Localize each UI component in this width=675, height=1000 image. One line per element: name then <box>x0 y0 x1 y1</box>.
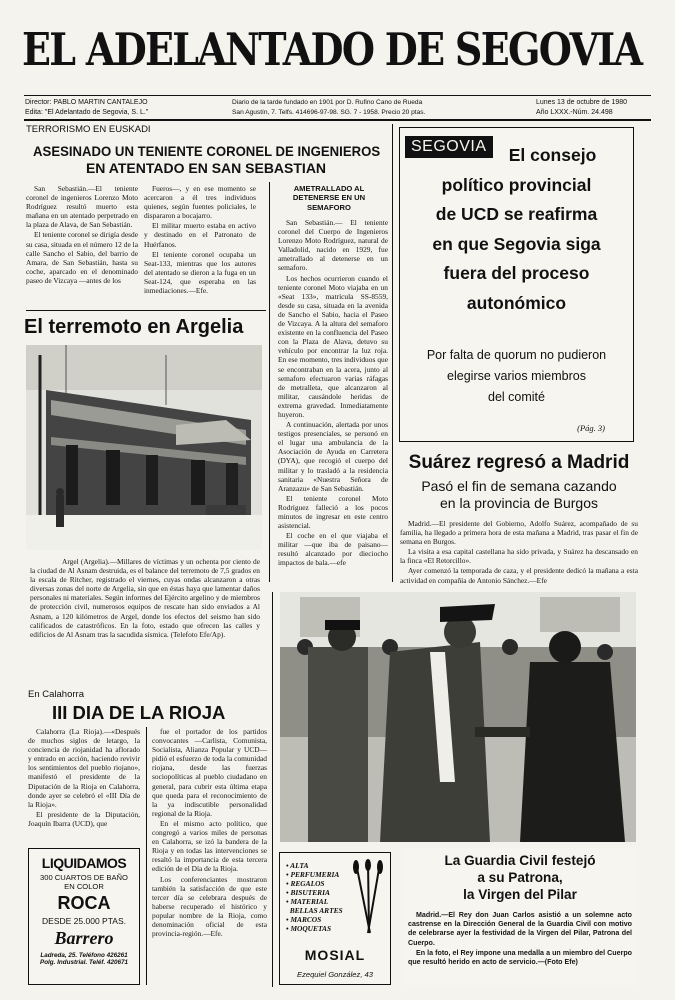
suarez-headline: Suárez regresó a Madrid <box>408 452 630 473</box>
ad-item: • BISUTERIA <box>286 888 330 897</box>
ad-item-label: ALTA <box>290 861 309 870</box>
earthquake-photo-illustration <box>26 345 262 550</box>
paragraph: En el mismo acto político, que congregó a varios miles de personas en Calahorra, se izó la bandera de la Rioja y en todas las intervenciones se resaltó la importancia de esta tercera edición de el Día de la Rioja. <box>152 818 267 874</box>
paragraph: El coche en el que viajaba el militar —que iba de paisano— resultó alcanzado por dieciocho impactos de bala.—efe <box>278 531 388 568</box>
paragraph: El teniente coronel ocupaba un Seat-133, mientras que los autores del atentado se dieron a la fuga en un Seat-124, que esperaba en las inmediaciones.—Efe. <box>144 249 256 296</box>
address-line: San Agustín, 7. Telfs. 414696-97-98. SG. 7 - 1958. Precio 20 ptas. <box>232 109 426 116</box>
ad-item-label: PERFUMERIA <box>290 870 340 879</box>
argelia-headline: El terremoto en Argelia <box>24 316 244 338</box>
issue-date: Lunes 13 de octubre de 1980 <box>536 99 628 106</box>
ad-barrero <box>28 848 140 985</box>
ad-item: • REGALOS <box>286 879 325 888</box>
guardia-civil-article <box>404 848 636 985</box>
paragraph: El militar muerto estaba en activo y destinado en el Patronato de Huérfanos. <box>144 221 256 249</box>
headline-line: a su Patrona, <box>477 870 563 885</box>
euskadi-side-headline: AMETRALLADO AL DETENERSE EN UN SEMAFORO <box>292 184 366 212</box>
ad-address: Polg. Industrial. Teléf. 420671 <box>40 959 128 966</box>
segovia-ucd-box <box>399 127 634 442</box>
euskadi-headline-1: ASESINADO UN TENIENTE CORONEL DE INGENIEROS <box>33 143 381 159</box>
ad-mosial-address: Ezequiel González, 43 <box>297 970 373 979</box>
column-rule <box>269 182 270 582</box>
ad-item-label: MATERIAL <box>290 897 329 906</box>
guardia-headline <box>404 852 636 903</box>
headline-line: la Virgen del Pilar <box>463 887 577 902</box>
ad-mosial-items <box>286 861 343 933</box>
paragraph: El teniente coronel Moto Rodríguez falleció a los pocos minutos de ingresar en este centro asistencial. <box>278 493 388 531</box>
edita-line: Edita: "El Adelantado de Segovia, S. L." <box>25 109 149 116</box>
paragraph: A continuación, alertada por unos testigos presenciales, se personó en el lugar una ambulancia de la Asociación de Ayuda en Carretera (DYA), que recogió el cuerpo del militar y lo trasladó a la residencia sanitaria «Nuestra Señora de Aranzazu» de San Sebastián. <box>278 420 388 493</box>
euskadi-column-1 <box>26 184 138 286</box>
column-rule <box>392 124 393 582</box>
ad-item: • MARCOS <box>286 915 322 924</box>
ad-line: EN COLOR <box>64 882 104 891</box>
column-rule <box>272 592 273 987</box>
newspaper-title: EL ADELANTADO DE SEGOVIA <box>22 23 642 76</box>
headline-line: en que Segovia siga <box>432 233 601 254</box>
segovia-headline <box>400 141 633 318</box>
segovia-subheadline <box>400 345 633 408</box>
euskadi-headline-2: EN ATENTADO EN SAN SEBASTIAN <box>85 160 327 176</box>
paragraph: Madrid.—El presidente del Gobierno, Adolfo Suárez, acompañado de su familia, ha llegado a primera hora de esta mañana a Madrid, tras pasar el fin de semana en Burgos. <box>400 519 638 547</box>
paragraph: Los hechos ocurrieron cuando el teniente coronel Moto viajaba en un «Seat 133», matrícula SS-8559, desde su casa, situada en la avenida de Sancho el Sabio, hacia el Paseo de Vizcaya. A la altura del semaforo existente en la confluencia del Paseo con la Plaza de Alava, detuvo su vehículo por encontrar la luz roja. En ese momento, tres individuos que se encontraban en la acera, junto al semaforo efectuaron varias ráfagas de metralleta, que alcanzaron al militar, causándole heridas de extrema gravedad. Inmediatamente huyeron. <box>278 273 388 419</box>
ad-item: • ALTA <box>286 861 309 870</box>
ad-item-label: REGALOS <box>290 879 325 888</box>
paragraph: El teniente coronel se dirigía desde su casa, situada en el número 12 de la calle Sancho el Sabio, del barrio de Amara, de San Sebastián, hasta su coche, aparcado en el denominado paseo de Vizcaya —antes de los <box>26 230 138 285</box>
brushes-icon <box>348 859 388 939</box>
sub-line: Por falta de quorum no pudieron <box>426 348 607 362</box>
paragraph: Madrid.—El Rey don Juan Carlos asistió a un solemne acto castrense en la Dirección General de la Guardia Civil con motivo de celebrarse ayer la festividad de la Virgen del Pilar, Patrona del Cuerpo. <box>408 911 632 947</box>
paragraph: San Sebastián.— El teniente coronel del Cuerpo de Ingenieros Lorenzo Moto Rodríguez, natural de Valladolid, nacido en 1929, fue ametrallado al detenerse en un semaforo. <box>278 218 388 273</box>
guardia-text <box>404 911 636 967</box>
ad-line: 300 CUARTOS DE BAÑO <box>40 873 128 882</box>
sub-line: elegirse varios miembros <box>447 369 586 383</box>
paragraph: Los conferenciantes mostraron también la satisfacción de que este tercer día se celebrara después de haberse recuperado el histórico y popular nombre de la Rioja, como denominación oficial de esta provincia-región.—Efe. <box>152 874 267 939</box>
rioja-headline: III DIA DE LA RIOJA <box>52 702 226 723</box>
ad-store: Barrero <box>54 928 114 948</box>
ad-item-label: BISUTERIA <box>290 888 330 897</box>
ad-mosial <box>279 852 391 985</box>
section-label-euskadi: TERRORISMO EN EUSKADI <box>26 124 151 135</box>
sub-line: del comité <box>488 390 545 404</box>
ad-item-label: MARCOS <box>290 915 322 924</box>
ad-item <box>286 906 343 915</box>
suarez-text <box>400 519 638 586</box>
director-line: Director: PABLO MARTIN CANTALEJO <box>25 99 148 106</box>
paragraph: San Sebastián.—El teniente coronel de ingenieros Lorenzo Moto Rodríguez resultó muerto esta mañana en un atentado perpetrado en la plaza de Alava, de San Sebastián. <box>26 184 138 230</box>
founded-line: Diario de la tarde fundado en 1901 por D. Rufino Cano de Rueda <box>232 99 423 106</box>
guardia-photo-illustration <box>280 592 636 842</box>
rioja-column-2 <box>152 727 267 939</box>
euskadi-column-2 <box>144 184 256 296</box>
ad-item-label: MOQUETAS <box>290 924 332 933</box>
ad-mosial-brand: MOSIAL <box>304 947 366 963</box>
rioja-column-1 <box>28 727 140 829</box>
headline-line: fuera del proceso <box>443 263 590 283</box>
page-reference: (Pág. 3) <box>577 423 605 433</box>
masthead <box>0 0 675 120</box>
ad-price: DESDE 25.000 PTAS. <box>42 916 126 926</box>
ad-address: Ladreda, 25. Teléfono 426261 <box>40 952 128 959</box>
euskadi-column-3 <box>278 218 388 569</box>
ad-item: • PERFUMERIA <box>286 870 340 879</box>
paragraph: Ayer comenzó la temporada de caza, y el presidente dedicó la mañana a esta actividad en compañía de Antonio Sánchez.—Efe <box>400 566 638 585</box>
ad-item-label: BELLAS ARTES <box>289 906 343 915</box>
headline-line: político provincial <box>441 174 592 195</box>
headline-line: El consejo <box>508 145 597 165</box>
paragraph: En la foto, el Rey impone una medalla a un miembro del Cuerpo que resultó herido en acto de servicio.—(Foto Efe) <box>408 948 632 967</box>
section-rule <box>26 310 266 311</box>
ad-item: • MATERIAL <box>286 897 329 906</box>
paragraph: El presidente de la Diputación, Joaquín Ibarra (UCD), que <box>28 809 140 828</box>
suarez-sub-2: en la provincia de Burgos <box>440 495 598 511</box>
paragraph: Calahorra (La Rioja).—«Después de muchos siglos de letargo, la conciencia de riojanidad ha aflorado y entrado en acción, haciendo revivir los sentimientos del pueblo riojano», manifestó el presidente de la Diputación de la Rioja en Calahorra, donde ayer se celebró el «III Día de la Rioja». <box>28 727 140 809</box>
segovia-tag: SEGOVIA <box>405 136 493 158</box>
ad-item: • MOQUETAS <box>286 924 332 933</box>
guardia-civil-photo <box>280 592 636 842</box>
column-rule <box>146 727 147 985</box>
argelia-earthquake-photo <box>26 345 262 550</box>
masthead-rule-top <box>24 95 651 96</box>
section-label-rioja: En Calahorra <box>28 689 84 700</box>
issue-number: Año LXXX.-Núm. 24.498 <box>536 109 613 116</box>
masthead-rule-bottom <box>24 119 651 121</box>
argelia-caption: Argel (Argelia).—Millares de víctimas y un ochenta por ciento de la ciudad de Al Asnam destruida, es el balance del terremoto de 7,5 grados en la escala de Ritcher, registrado el viernes, cuyas ondas alcanzaron a otras diversas zonas del norte de Argelia, sin que en éstas haya que lamentar daños personales ni materiales. Según informes del Ejército argelino y de miembros de protección civil, numerosos equipos de rescate han sido enviados a Al Asnam, a 120 kilómetros de Argel, donde los efectos del seismo han sido calificados de catastróficos. En la foto, estado que ofrecen las calles y edificios de Al Asnam tras la sacudida sísmica. (Telefoto Efe/Ap). <box>30 557 260 639</box>
paragraph: Fueros—, y en ese momento se acercaron a él tres individuos quienes, según fuentes policiales, le dispararon a bocajarro. <box>144 184 256 221</box>
ad-title: LIQUIDAMOS <box>41 855 127 871</box>
suarez-sub-1: Pasó el fin de semana cazando <box>421 478 617 494</box>
headline-line: La Guardia Civil festejó <box>444 853 596 868</box>
paragraph: La visita a esa capital castellana ha sido privada, y Suárez ha descansado en la finca «El Retorcillo». <box>400 547 638 566</box>
headline-line: autonómico <box>466 292 567 313</box>
paragraph: fue el portador de los partidos convocantes —Carlista, Comunista, Socialista, Alianza Popular y UCD— pidió el esfuerzo de toda la comunidad riojana, desde las fuerzas sociopolíticas al pueblo ciudadano en general, para cubrir esta última etapa que queda para el reconocimiento de la ya indiscutible personalidad regional de la Rioja. <box>152 727 267 818</box>
ad-brand: ROCA <box>57 893 111 913</box>
headline-line: de UCD se reafirma <box>435 204 598 224</box>
